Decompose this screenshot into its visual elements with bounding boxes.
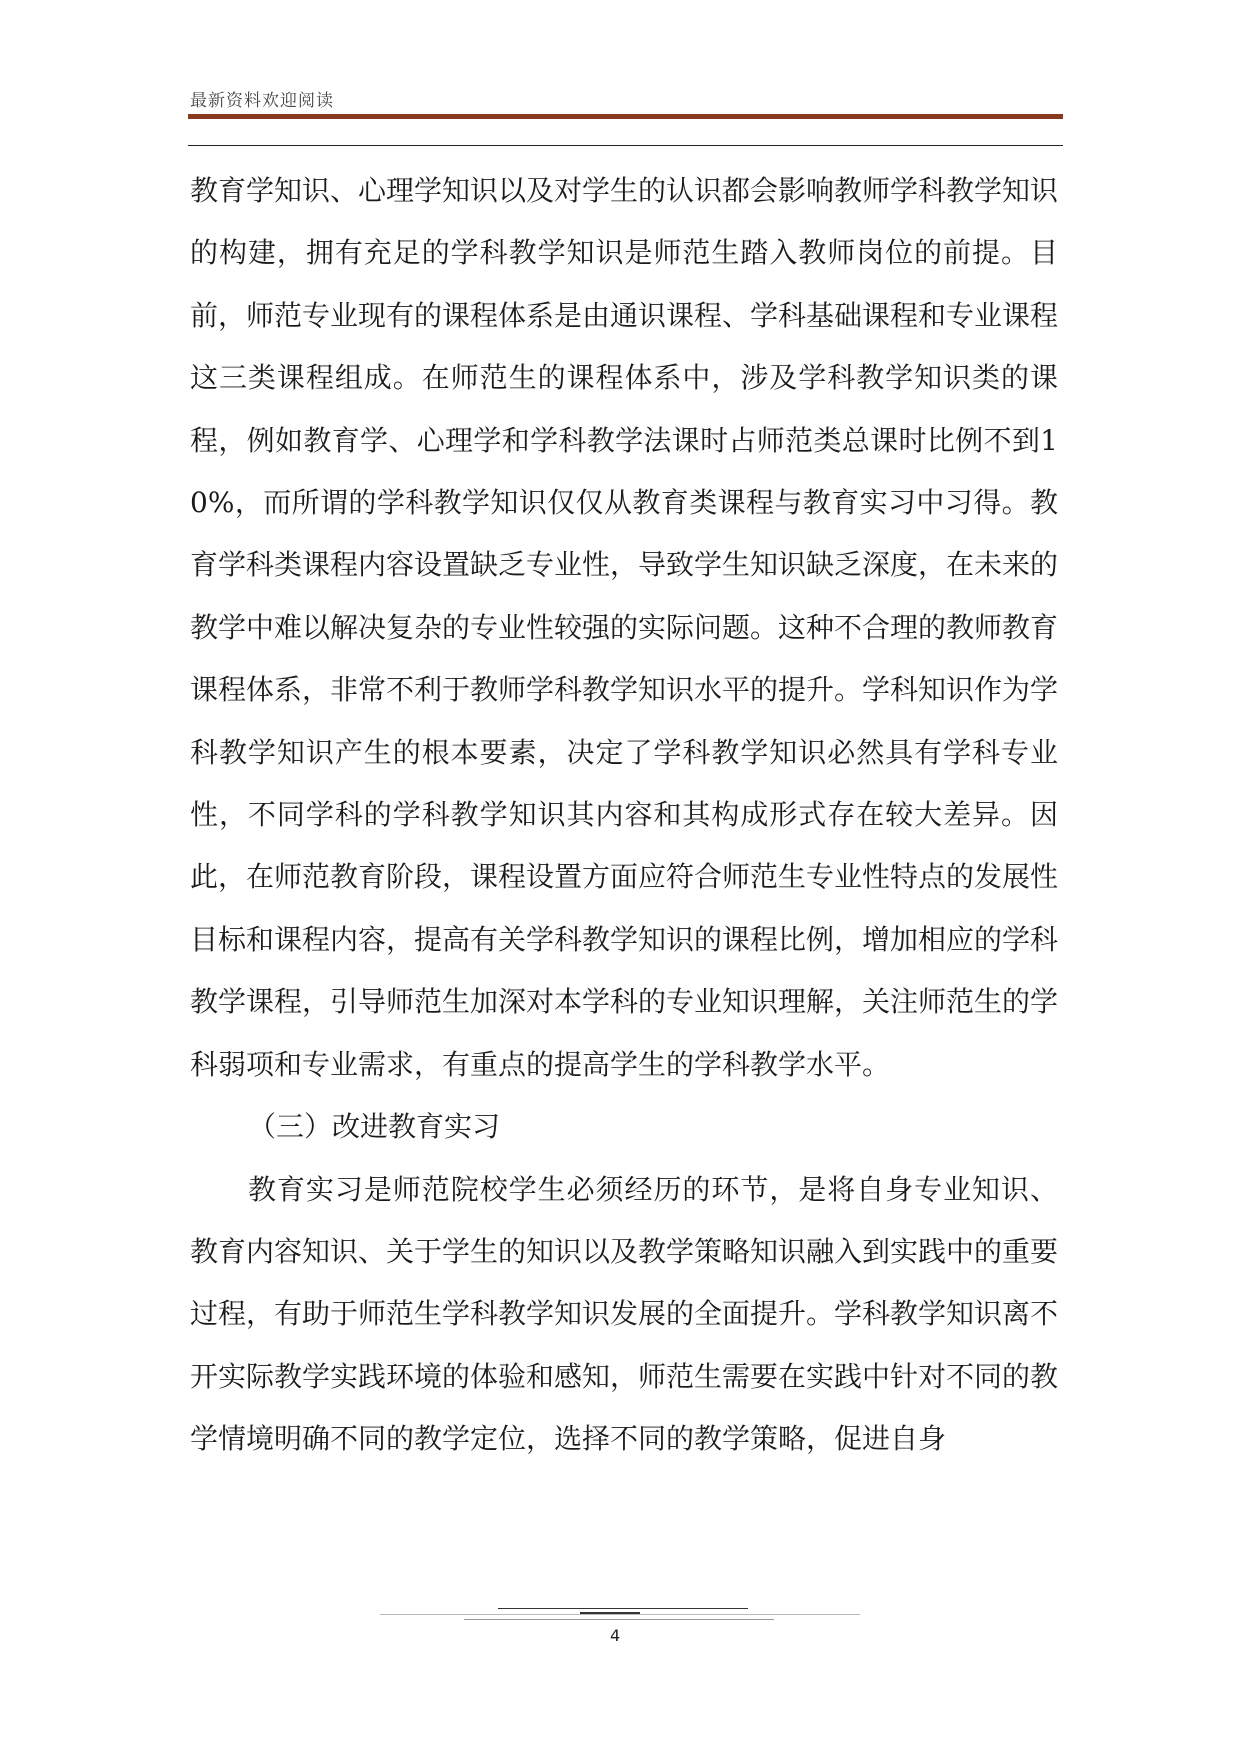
- footer-rule-middle: [380, 1614, 860, 1615]
- section-heading: （三）改进教育实习: [248, 1110, 501, 1144]
- header-rule-thin: [188, 145, 1063, 146]
- body-paragraph-1: 教育学知识、心理学知识以及对学生的认识都会影响教师学科教学知识的构建，拥有充足的学科教学知识是师范生踏入教师岗位的前提。目前，师范专业现有的课程体系是由通识课程、学科基础课程和专业课程这三类课程组成。在师范生的课程体系中，涉及学科教学知识类的课程，例如教育学、心理学和学科教学法课时占师范类总课时比例不到10%，而所谓的学科教学知识仅仅从教育类课程与教育实习中习得。教育学科类课程内容设置缺乏专业性，导致学生知识缺乏深度，在未来的教学中难以解决复杂的专业性较强的实际问题。这种不合理的教师教育课程体系，非常不利于教师学科教学知识水平的提升。学科知识作为学科教学知识产生的根本要素，决定了学科教学知识必然具有学科专业性，不同学科的学科教学知识其内容和其构成形式存在较大差异。因此，在师范教育阶段，课程设置方面应符合师范生专业性特点的发展性目标和课程内容，提高有关学科教学知识的课程比例，增加相应的学科教学课程，引导师范生加深对本学科的专业知识理解，关注师范生的学科弱项和专业需求，有重点的提高学生的学科教学水平。: [190, 174, 1059, 1081]
- header-rule-thick: [188, 114, 1063, 119]
- footer-rule-bottom: [464, 1619, 774, 1620]
- running-header: 最新资料欢迎阅读: [190, 91, 334, 111]
- page-number: 4: [610, 1626, 621, 1645]
- document-body: [190, 160, 1058, 1471]
- footer-rule-top: [498, 1608, 748, 1609]
- body-paragraph-2: 教育实习是师范院校学生必须经历的环节，是将自身专业知识、教育内容知识、关于学生的知识以及教学策略知识融入到实践中的重要过程，有助于师范生学科教学知识发展的全面提升。学科教学知识离不开实际教学实践环境的体验和感知，师范生需要在实践中针对不同的教学情境明确不同的教学定位，选择不同的教学策略，促进自身: [190, 1172, 1059, 1456]
- footer-rules: [380, 1608, 860, 1628]
- footer-rule-accent: [580, 1612, 640, 1614]
